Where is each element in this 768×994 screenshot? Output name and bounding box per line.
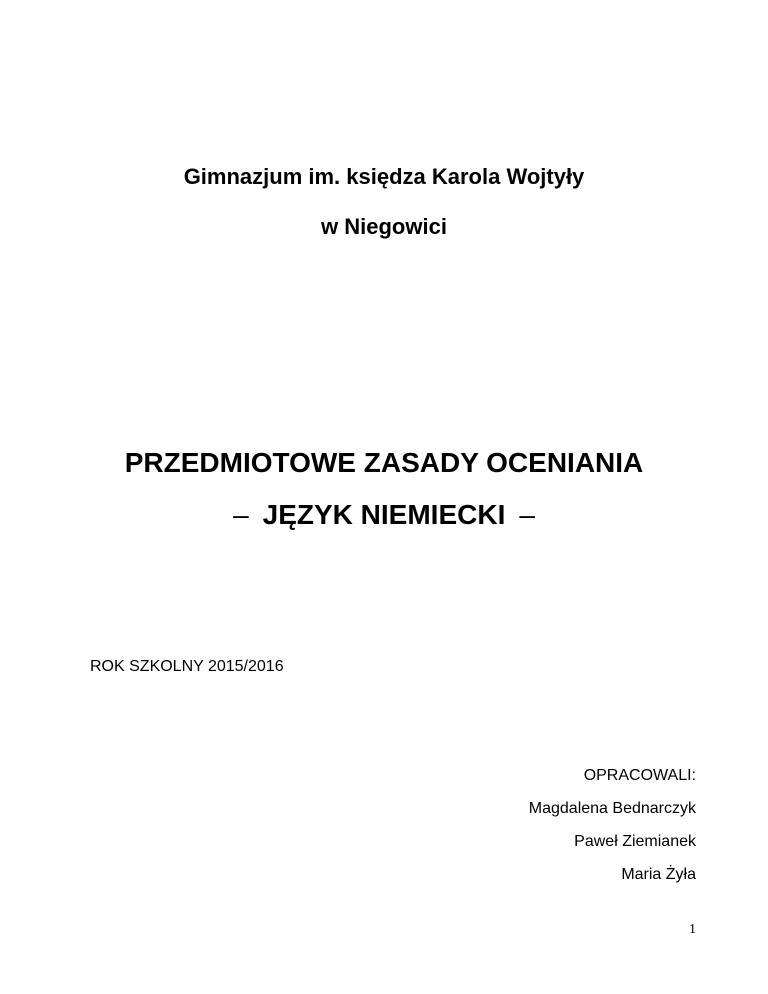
author-name: Paweł Ziemianek [574,833,696,850]
school-year: ROK SZKOLNY 2015/2016 [90,658,284,675]
dash-left: – [233,499,249,530]
dash-right: – [519,499,535,530]
school-location: w Niegowici [321,214,447,239]
author-name: Maria Żyła [621,866,696,883]
subject-name: JĘZYK NIEMIECKI [262,499,506,530]
authors-block [529,766,696,898]
page-number: 1 [689,922,696,937]
document-subject-line [0,498,768,532]
author-name: Magdalena Bednarczyk [528,800,696,817]
document-title: PRZEDMIOTOWE ZASADY OCENIANIA [124,447,644,478]
school-name: Gimnazjum im. księdza Karola Wojtyły [183,164,585,189]
authors-label: OPRACOWALI: [583,767,696,784]
